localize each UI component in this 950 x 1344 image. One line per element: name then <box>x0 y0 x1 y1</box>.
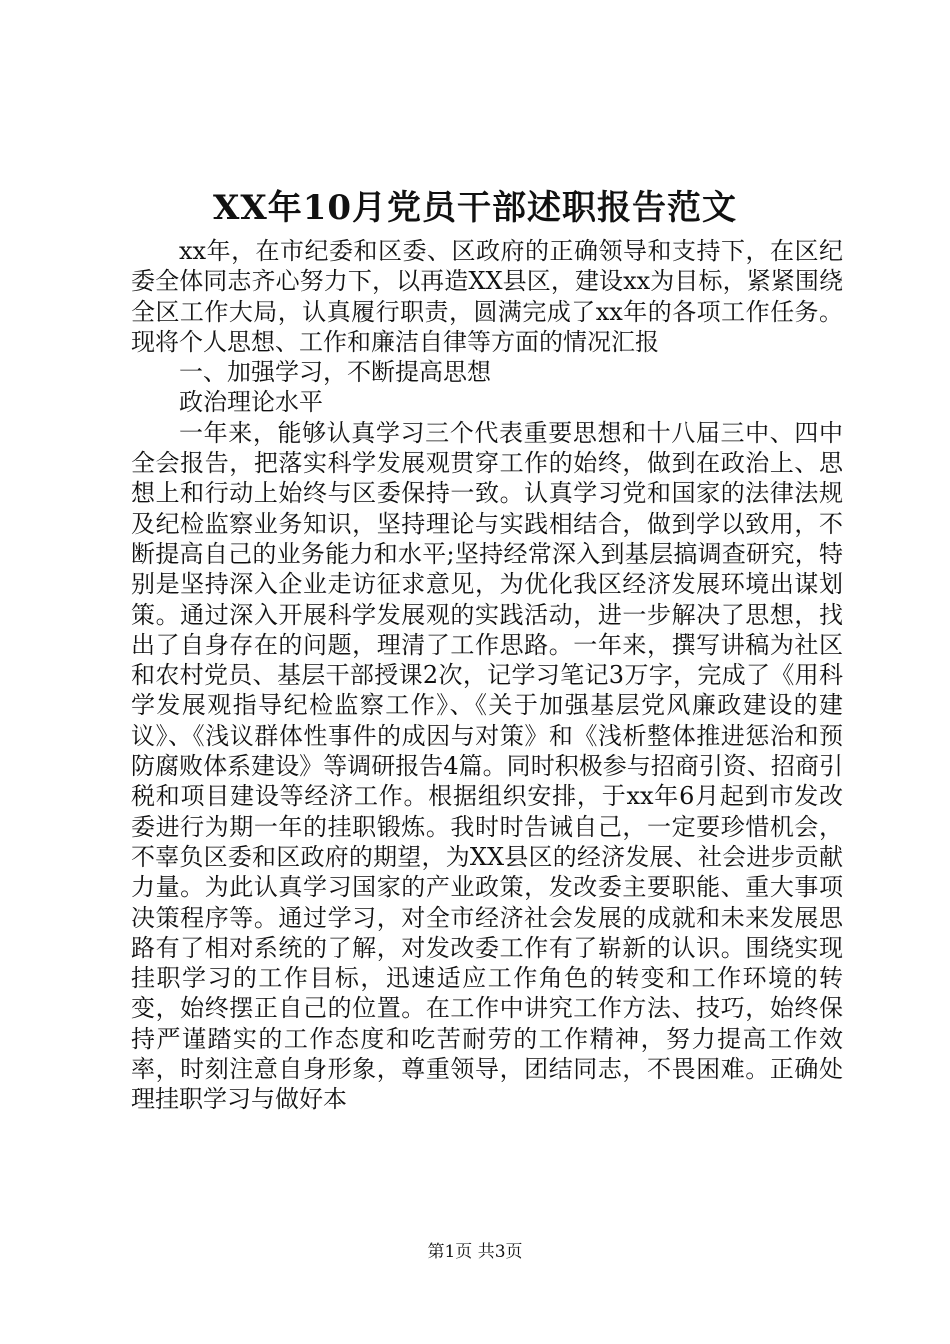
page-number: 第1页 共3页 <box>427 1242 523 1262</box>
section-heading: 一、加强学习，不断提高思想 <box>179 358 491 387</box>
paragraph-body: 一年来，能够认真学习三个代表重要思想和十八届三中、四中全会报告，把落实科学发展观贯穿工作的始终，做到在政治上、思想上和行动上始终与区委保持一致。认真学习党和国家的法律法规及纪检监察业务知识，坚持理论与实践相结合，做到学以致用，不断提高自己的业务能力和水平;坚持经常深入到基层搞调查研究，特别是坚持深入企业走访征求意见，为优化我区经济发展环境出谋划策。通过深入开展科学发展观的实践活动，进一步解决了思想，找出了自身存在的问题，理清了工作思路。一年来，撰写讲稿为社区和农村党员、基层干部授课2次，记学习笔记3万字，完成了《用科学发展观指导纪检监察工作》、《关于加强基层党风廉政建设的建议》、《浅议群体性事件的成因与对策》和《浅析整体推进惩治和预防腐败体系建设》等调研报告4篇。同时积极参与招商引资、招商引税和项目建设等经济工作。根据组织安排，于xx年6月起到市发改委进行为期一年的挂职锻炼。我时时告诫自己，一定要珍惜机会，不辜负区委和区政府的期望，为XX县区的经济发展、社会进步贡献力量。为此认真学习国家的产业政策，发改委主要职能、重大事项决策程序等。通过学习，对全市经济社会发展的成就和未来发展思路有了相对系统的了解，对发改委工作有了崭新的认识。围绕实现挂职学习的工作目标，迅速适应工作角色的转变和工作环境的转变，始终摆正自己的位置。在工作中讲究工作方法、技巧，始终保持严谨踏实的工作态度和吃苦耐劳的工作精神，努力提高工作效率，时刻注意自身形象，尊重领导，团结同志，不畏困难。正确处理挂职学习与做好本 <box>131 418 843 1114</box>
document-title: XX年10月党员干部述职报告范文 <box>212 188 738 228</box>
section-heading-continued: 政治理论水平 <box>179 388 323 417</box>
paragraph-intro: xx年，在市纪委和区委、区政府的正确领导和支持下，在区纪委全体同志齐心努力下，以再造XX县区，建设xx为目标，紧紧围绕全区工作大局，认真履行职责，圆满完成了xx年的各项工作任务。现将个人思想、工作和廉洁自律等方面的情况汇报 <box>131 237 843 356</box>
document-body <box>131 236 843 1115</box>
